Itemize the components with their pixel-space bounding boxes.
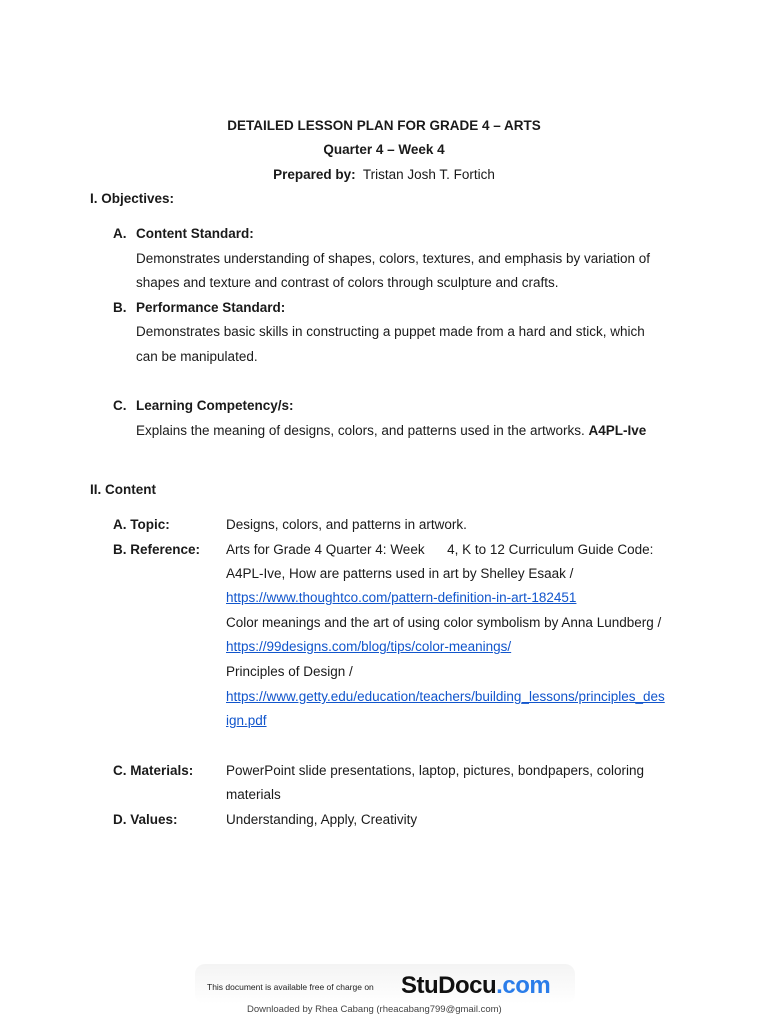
values-label: D. Values: xyxy=(113,812,178,827)
content-standard-text-2: shapes and texture and contrast of colors through sculpture and crafts. xyxy=(136,275,559,290)
topic-label: A. Topic: xyxy=(113,517,170,532)
content-standard-label: Content Standard: xyxy=(136,226,254,241)
learning-competency-code: A4PL-Ive xyxy=(588,423,647,438)
reference-line-3: Color meanings and the art of using color symbolism by Anna Lundberg / xyxy=(226,615,662,630)
content-standard-letter: A. xyxy=(113,226,127,241)
getty-link-continued[interactable]: ign.pdf xyxy=(226,713,267,728)
performance-standard-letter: B. xyxy=(113,300,127,315)
reference-line-1: Arts for Grade 4 Quarter 4: Week 4, K to 12 Curriculum Guide Code: xyxy=(226,542,654,557)
performance-standard-label: Performance Standard: xyxy=(136,300,286,315)
studocu-logo-main: StuDocu xyxy=(401,972,497,999)
content-heading: II. Content xyxy=(90,482,156,497)
studocu-logo-accent: .com xyxy=(496,972,551,999)
learning-competency-text xyxy=(136,423,646,438)
learning-competency-label: Learning Competency/s: xyxy=(136,398,294,413)
topic-value: Designs, colors, and patterns in artwork. xyxy=(226,517,467,532)
content-standard-text-1: Demonstrates understanding of shapes, colors, textures, and emphasis by variation of xyxy=(136,251,651,266)
downloaded-by-text: Downloaded by Rhea Cabang (rheacabang799@gmail.com) xyxy=(247,1004,502,1015)
materials-label: C. Materials: xyxy=(113,763,194,778)
performance-standard-text-2: can be manipulated. xyxy=(136,349,258,364)
learning-competency-description: Explains the meaning of designs, colors, and patterns used in the artworks. xyxy=(136,423,585,438)
reference-label: B. Reference: xyxy=(113,542,201,557)
objectives-heading: I. Objectives: xyxy=(90,191,175,206)
reference-line-2: A4PL-Ive, How are patterns used in art by Shelley Esaak / xyxy=(226,566,574,581)
studocu-footer xyxy=(195,964,575,1016)
getty-link[interactable]: https://www.getty.edu/education/teachers/building_lessons/principles_des xyxy=(226,689,665,704)
prepared-by-name: Tristan Josh T. Fortich xyxy=(362,167,495,182)
reference-line-4: Principles of Design / xyxy=(226,664,353,679)
studocu-logo[interactable] xyxy=(401,972,550,1000)
performance-standard-text-1: Demonstrates basic skills in constructing a puppet made from a hard and stick, which xyxy=(136,324,645,339)
thoughtco-link[interactable]: https://www.thoughtco.com/pattern-definition-in-art-182451 xyxy=(226,590,577,605)
footer-available-text: This document is available free of charge on xyxy=(207,982,374,992)
learning-competency-letter: C. xyxy=(113,398,127,413)
materials-line-1: PowerPoint slide presentations, laptop, pictures, bondpapers, coloring xyxy=(226,763,644,778)
prepared-by-label: Prepared by: xyxy=(273,167,356,182)
prepared-by xyxy=(0,167,768,182)
quarter-week: Quarter 4 – Week 4 xyxy=(323,142,445,157)
materials-line-2: materials xyxy=(226,787,281,802)
values-value: Understanding, Apply, Creativity xyxy=(226,812,418,827)
lesson-plan-title: DETAILED LESSON PLAN FOR GRADE 4 – ARTS xyxy=(227,118,541,133)
99designs-link[interactable]: https://99designs.com/blog/tips/color-meanings/ xyxy=(226,639,512,654)
